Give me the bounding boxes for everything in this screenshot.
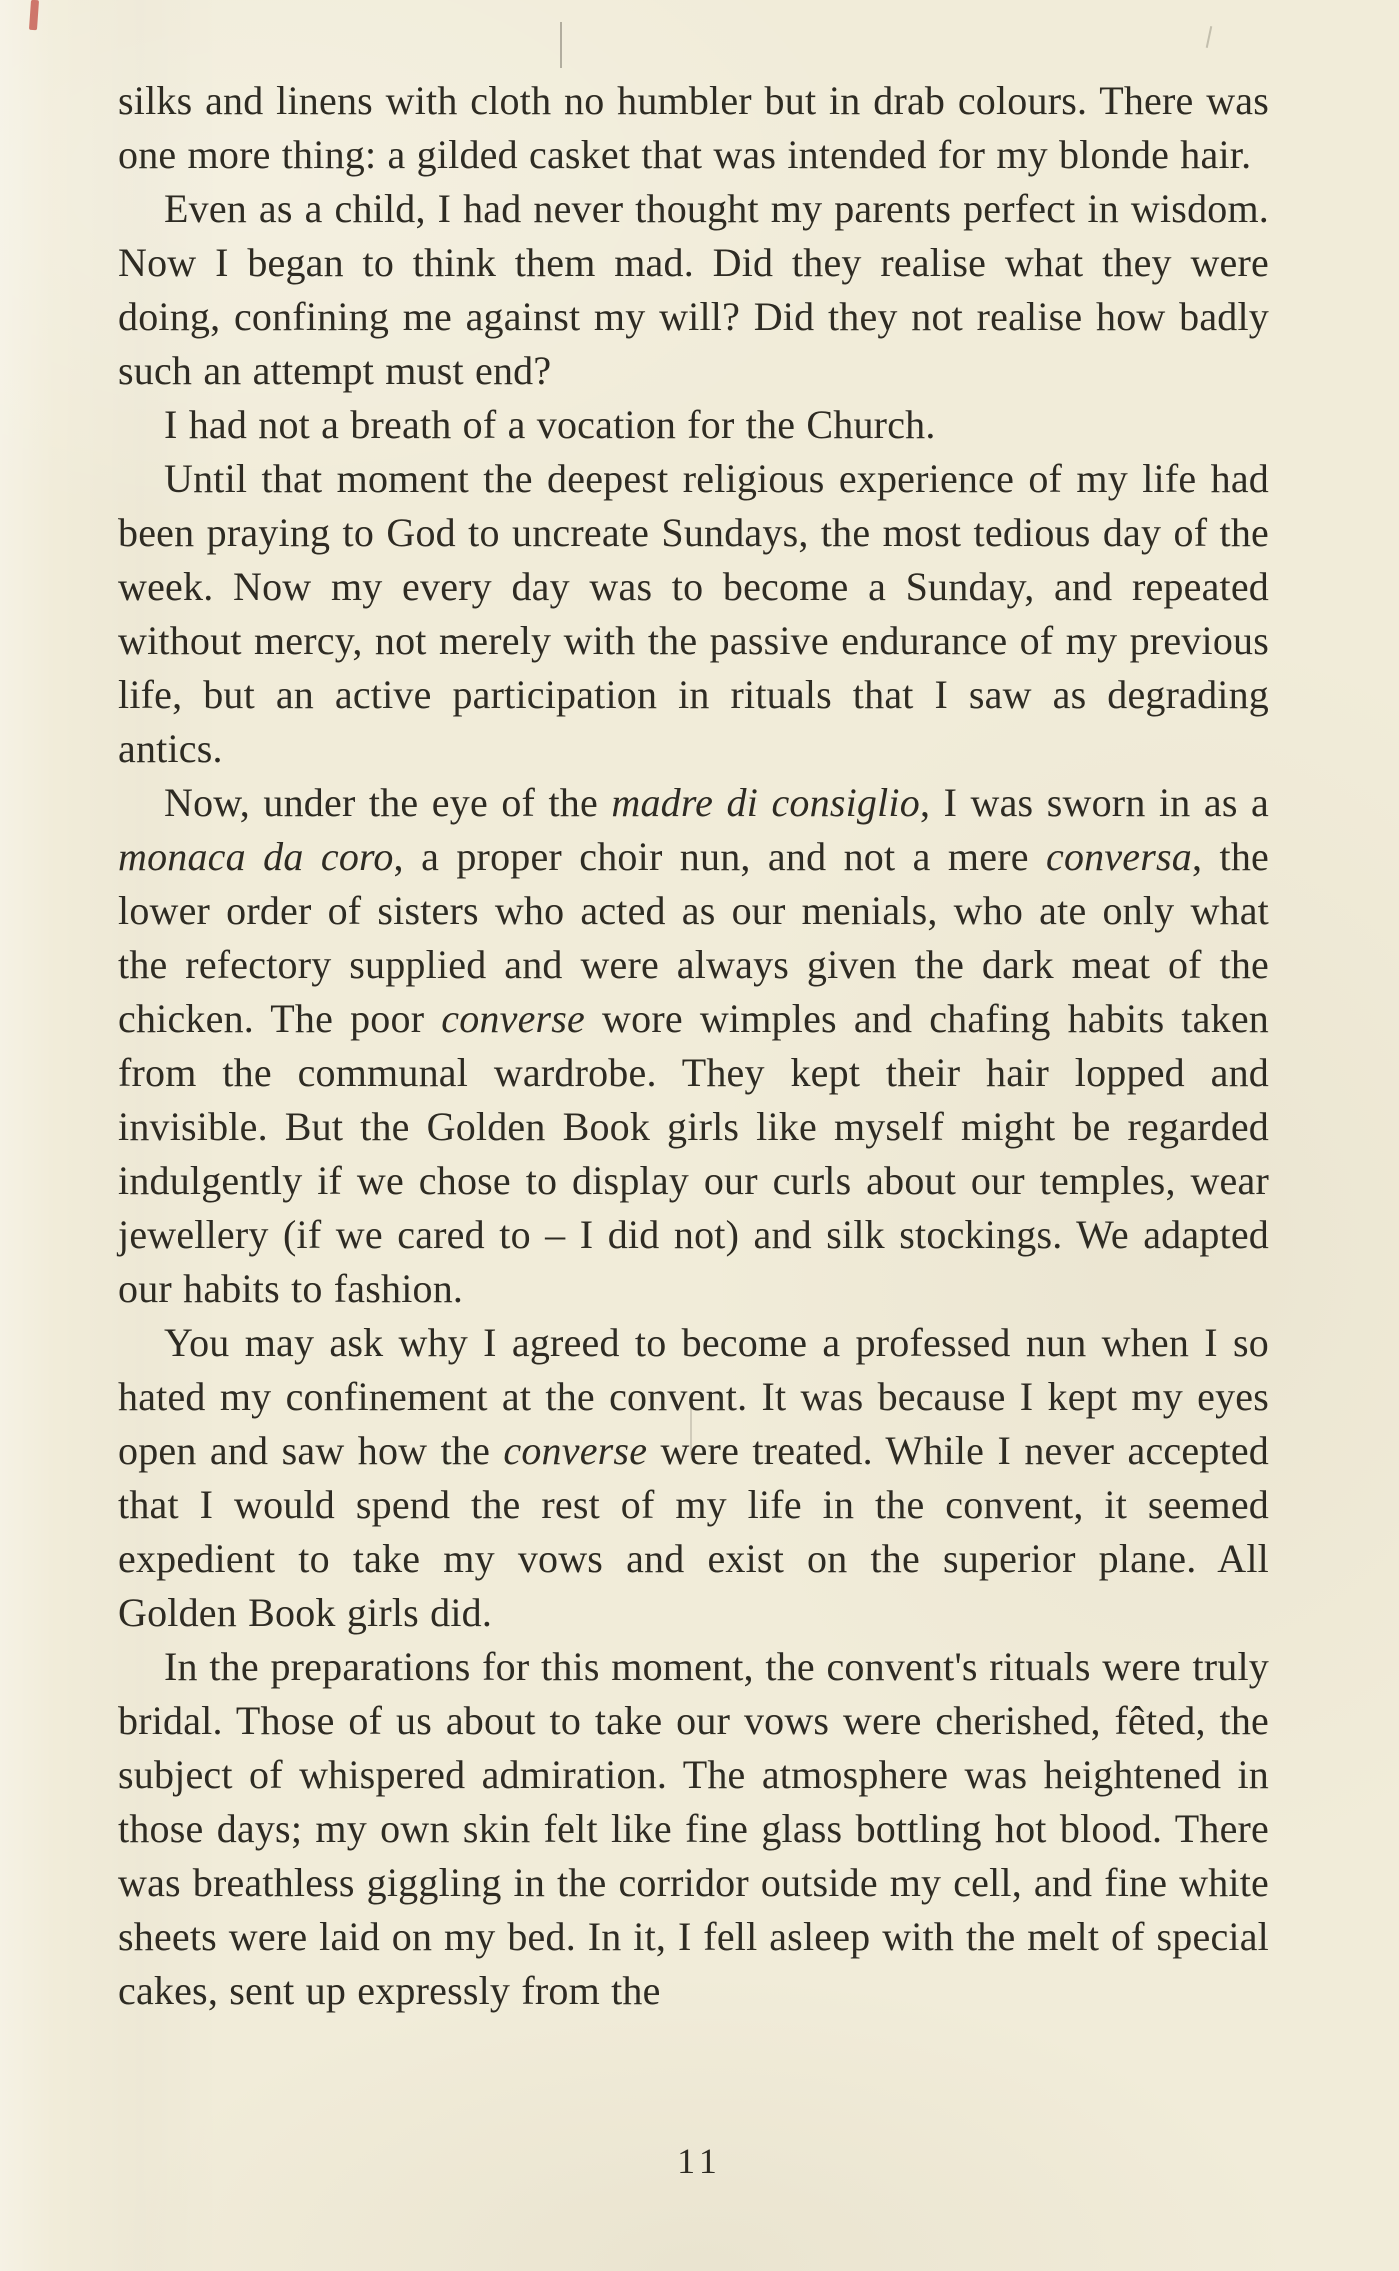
text-run: , a proper choir nun, and not a mere	[393, 834, 1046, 879]
paragraph	[118, 182, 1269, 398]
scan-artifact-crease	[560, 22, 562, 68]
italic-text-run: conversa	[1046, 834, 1192, 879]
scan-artifact-red-mark	[29, 0, 39, 30]
paragraph	[118, 74, 1269, 182]
paragraph	[118, 452, 1269, 776]
paragraph	[118, 1640, 1269, 2018]
page-text	[118, 74, 1269, 2018]
text-run: I had not a breath of a vocation for the Church.	[164, 402, 936, 447]
text-run: Until that moment the deepest religious experience of my life had been praying to God to uncreate Sundays, the most tedious day of the week. Now my every day was to become a Sunday, and repeated without mercy, not merely with the passive endurance of my previous life, but an active participation in rituals that I saw as degrading antics.	[118, 456, 1269, 771]
paragraph	[118, 776, 1269, 1316]
text-run: In the preparations for this moment, the convent's rituals were truly bridal. Those of us about to take our vows were cherished, fêted, the subject of whispered admiration. The atmosphere was heightened in those days; my own skin felt like fine glass bottling hot blood. There was breathless giggling in the corridor outside my cell, and fine white sheets were laid on my bed. In it, I fell asleep with the melt of special cakes, sent up expressly from the	[118, 1644, 1269, 2013]
text-run: , the lower order of sisters who acted as our menials, who ate only what the refectory supplied and were always given the dark meat of the chicken. The poor	[118, 834, 1269, 1041]
page-number: 11	[677, 2141, 722, 2181]
text-run: were treated. While I never accepted that I would spend the rest of my life in the convent, it seemed expedient to take my vows and exist on the superior plane. All Golden Book girls did.	[118, 1428, 1270, 1635]
italic-text-run: monaca da coro	[118, 834, 394, 879]
scan-artifact-crease	[1206, 26, 1213, 48]
text-run: silks and linens with cloth no humbler but in drab colours. There was one more thing: a gilded casket that was intended for my blonde hair.	[118, 78, 1269, 177]
text-run: wore wimples and chafing habits taken from the communal wardrobe. They kept their hair lopped and invisible. But the Golden Book girls like myself might be regarded indulgently if we chose to display our curls about our temples, wear jewellery (if we cared to – I did not) and silk stockings. We adapted our habits to fashion.	[118, 996, 1269, 1311]
text-run: Even as a child, I had never thought my parents perfect in wisdom. Now I began to think them mad. Did they realise what they were doing, confining me against my will? Did they not realise how badly such an attempt must end?	[118, 186, 1269, 393]
text-run: , I was sworn in as a	[919, 780, 1269, 825]
italic-text-run: madre di consiglio	[611, 780, 920, 825]
text-run: You may ask why I agreed to become a professed nun when I so hated my confinement at the convent. It was because I kept my eyes open and saw how the	[118, 1320, 1269, 1473]
text-run: Now, under the eye of the	[164, 780, 612, 825]
italic-text-run: converse	[441, 996, 586, 1041]
paragraph	[118, 1316, 1269, 1640]
paragraph	[118, 398, 1269, 452]
italic-text-run: converse	[503, 1428, 648, 1473]
